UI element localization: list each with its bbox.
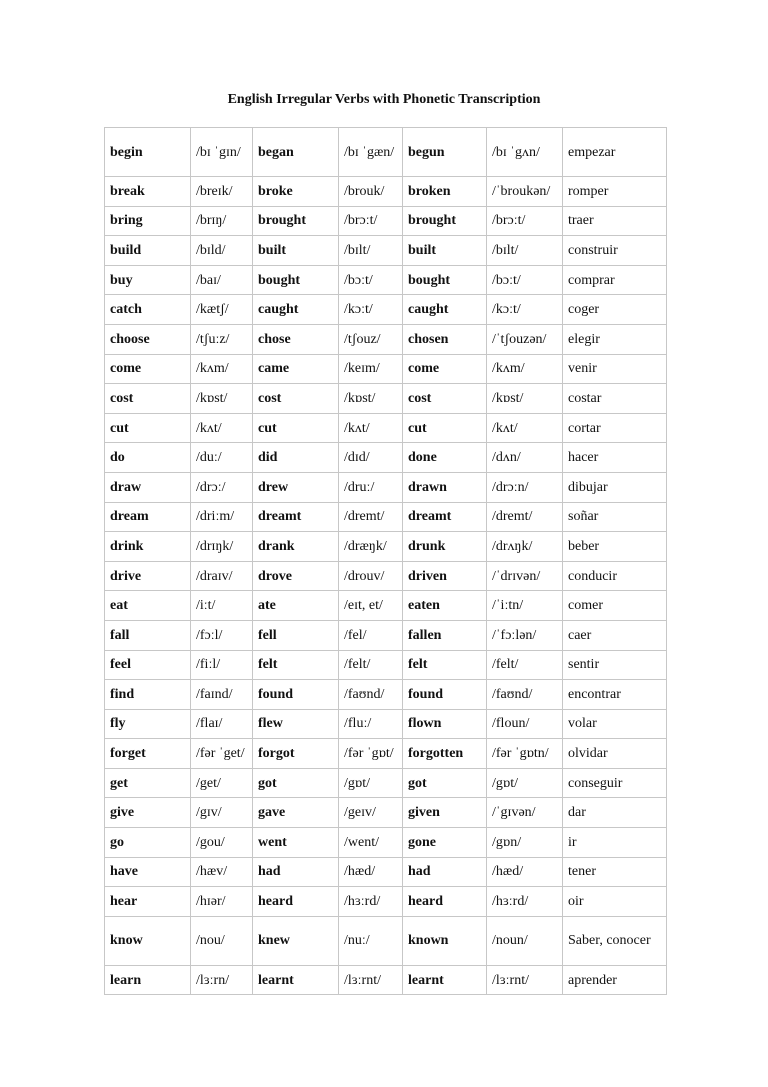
base-phonetic-cell: /drɔː/: [191, 472, 253, 502]
base-form-cell: cut: [105, 413, 191, 443]
base-form-cell: draw: [105, 472, 191, 502]
past-participle-phonetic-cell: /brɔːt/: [487, 206, 563, 236]
spanish-translation-cell: beber: [563, 532, 667, 562]
past-participle-phonetic-cell: /ˈiːtn/: [487, 591, 563, 621]
spanish-translation-cell: cortar: [563, 413, 667, 443]
spanish-translation-cell: hacer: [563, 443, 667, 473]
base-phonetic-cell: /driːm/: [191, 502, 253, 532]
base-phonetic-cell: /tʃuːz/: [191, 324, 253, 354]
base-phonetic-cell: /baɪ/: [191, 265, 253, 295]
past-participle-phonetic-cell: /felt/: [487, 650, 563, 680]
base-phonetic-cell: /fər ˈget/: [191, 739, 253, 769]
past-participle-cell: felt: [403, 650, 487, 680]
past-simple-phonetic-cell: /faʊnd/: [339, 680, 403, 710]
page-title: English Irregular Verbs with Phonetic Transcription: [227, 92, 541, 107]
past-participle-cell: forgotten: [403, 739, 487, 769]
table-row: [105, 532, 667, 562]
base-phonetic-cell: /fɔːl/: [191, 620, 253, 650]
past-simple-cell: began: [253, 128, 339, 177]
past-participle-phonetic-cell: /bɪlt/: [487, 236, 563, 266]
table-row: [105, 128, 667, 177]
past-participle-phonetic-cell: /gɒt/: [487, 768, 563, 798]
past-simple-phonetic-cell: /fər ˈgɒt/: [339, 739, 403, 769]
past-simple-cell: brought: [253, 206, 339, 236]
base-phonetic-cell: /kʌm/: [191, 354, 253, 384]
past-simple-cell: caught: [253, 295, 339, 325]
base-form-cell: come: [105, 354, 191, 384]
past-simple-phonetic-cell: /hæd/: [339, 857, 403, 887]
base-phonetic-cell: /bɪ ˈgɪn/: [191, 128, 253, 177]
past-participle-cell: drunk: [403, 532, 487, 562]
spanish-translation-cell: dibujar: [563, 472, 667, 502]
base-phonetic-cell: /fiːl/: [191, 650, 253, 680]
past-participle-phonetic-cell: /kɒst/: [487, 384, 563, 414]
base-form-cell: cost: [105, 384, 191, 414]
past-participle-cell: had: [403, 857, 487, 887]
base-form-cell: learn: [105, 965, 191, 995]
spanish-translation-cell: venir: [563, 354, 667, 384]
past-simple-cell: went: [253, 828, 339, 858]
past-simple-phonetic-cell: /eɪt, et/: [339, 591, 403, 621]
base-phonetic-cell: /kætʃ/: [191, 295, 253, 325]
past-simple-cell: ate: [253, 591, 339, 621]
table-row: [105, 709, 667, 739]
spanish-translation-cell: construir: [563, 236, 667, 266]
table-row: [105, 857, 667, 887]
past-simple-cell: chose: [253, 324, 339, 354]
past-simple-phonetic-cell: /lɜːrnt/: [339, 965, 403, 995]
past-simple-cell: flew: [253, 709, 339, 739]
base-form-cell: catch: [105, 295, 191, 325]
spanish-translation-cell: comer: [563, 591, 667, 621]
past-simple-phonetic-cell: /kɒst/: [339, 384, 403, 414]
spanish-translation-cell: tener: [563, 857, 667, 887]
table-row: [105, 502, 667, 532]
spanish-translation-cell: ir: [563, 828, 667, 858]
past-simple-phonetic-cell: /druː/: [339, 472, 403, 502]
base-form-cell: fall: [105, 620, 191, 650]
past-simple-phonetic-cell: /brouk/: [339, 177, 403, 207]
past-participle-cell: come: [403, 354, 487, 384]
past-simple-phonetic-cell: /nuː/: [339, 916, 403, 965]
spanish-translation-cell: empezar: [563, 128, 667, 177]
past-simple-phonetic-cell: /kɔːt/: [339, 295, 403, 325]
base-phonetic-cell: /iːt/: [191, 591, 253, 621]
table-row: [105, 965, 667, 995]
base-form-cell: drink: [105, 532, 191, 562]
base-form-cell: bring: [105, 206, 191, 236]
past-simple-cell: forgot: [253, 739, 339, 769]
past-participle-phonetic-cell: /hɜːrd/: [487, 887, 563, 917]
base-phonetic-cell: /draɪv/: [191, 561, 253, 591]
table-row: [105, 472, 667, 502]
past-participle-phonetic-cell: /ˈtʃouzən/: [487, 324, 563, 354]
table-row: [105, 561, 667, 591]
past-participle-cell: caught: [403, 295, 487, 325]
base-phonetic-cell: /duː/: [191, 443, 253, 473]
past-simple-cell: found: [253, 680, 339, 710]
past-simple-cell: dreamt: [253, 502, 339, 532]
base-form-cell: hear: [105, 887, 191, 917]
spanish-translation-cell: sentir: [563, 650, 667, 680]
base-phonetic-cell: /brɪŋ/: [191, 206, 253, 236]
table-row: [105, 916, 667, 965]
past-simple-phonetic-cell: /keɪm/: [339, 354, 403, 384]
base-phonetic-cell: /bɪld/: [191, 236, 253, 266]
past-participle-phonetic-cell: /fər ˈgɒtn/: [487, 739, 563, 769]
past-participle-phonetic-cell: /kʌm/: [487, 354, 563, 384]
base-form-cell: choose: [105, 324, 191, 354]
past-participle-cell: found: [403, 680, 487, 710]
past-simple-phonetic-cell: /brɔːt/: [339, 206, 403, 236]
table-row: [105, 591, 667, 621]
past-simple-phonetic-cell: /dremt/: [339, 502, 403, 532]
spanish-translation-cell: traer: [563, 206, 667, 236]
past-participle-cell: gone: [403, 828, 487, 858]
past-participle-phonetic-cell: /dremt/: [487, 502, 563, 532]
past-simple-cell: got: [253, 768, 339, 798]
base-form-cell: buy: [105, 265, 191, 295]
past-simple-phonetic-cell: /tʃouz/: [339, 324, 403, 354]
past-simple-cell: learnt: [253, 965, 339, 995]
base-form-cell: break: [105, 177, 191, 207]
past-participle-cell: begun: [403, 128, 487, 177]
table-row: [105, 650, 667, 680]
past-simple-cell: heard: [253, 887, 339, 917]
base-form-cell: build: [105, 236, 191, 266]
table-row: [105, 413, 667, 443]
spanish-translation-cell: olvidar: [563, 739, 667, 769]
past-simple-phonetic-cell: /bɪ ˈgæn/: [339, 128, 403, 177]
spanish-translation-cell: encontrar: [563, 680, 667, 710]
past-participle-phonetic-cell: /ˈfɔːlən/: [487, 620, 563, 650]
past-simple-cell: broke: [253, 177, 339, 207]
past-simple-cell: came: [253, 354, 339, 384]
spanish-translation-cell: volar: [563, 709, 667, 739]
past-participle-cell: cost: [403, 384, 487, 414]
past-participle-phonetic-cell: /kʌt/: [487, 413, 563, 443]
past-simple-phonetic-cell: /fel/: [339, 620, 403, 650]
base-form-cell: get: [105, 768, 191, 798]
base-form-cell: have: [105, 857, 191, 887]
past-participle-phonetic-cell: /gɒn/: [487, 828, 563, 858]
past-participle-cell: fallen: [403, 620, 487, 650]
past-simple-phonetic-cell: /went/: [339, 828, 403, 858]
spanish-translation-cell: caer: [563, 620, 667, 650]
spanish-translation-cell: elegir: [563, 324, 667, 354]
spanish-translation-cell: aprender: [563, 965, 667, 995]
base-form-cell: drive: [105, 561, 191, 591]
past-participle-phonetic-cell: /lɜːrnt/: [487, 965, 563, 995]
base-phonetic-cell: /faɪnd/: [191, 680, 253, 710]
past-participle-cell: bought: [403, 265, 487, 295]
past-participle-phonetic-cell: /faʊnd/: [487, 680, 563, 710]
past-simple-phonetic-cell: /hɜːrd/: [339, 887, 403, 917]
base-phonetic-cell: /drɪŋk/: [191, 532, 253, 562]
past-simple-cell: fell: [253, 620, 339, 650]
past-participle-phonetic-cell: /dʌn/: [487, 443, 563, 473]
base-phonetic-cell: /flaɪ/: [191, 709, 253, 739]
table-row: [105, 265, 667, 295]
past-simple-phonetic-cell: /bɔːt/: [339, 265, 403, 295]
spanish-translation-cell: comprar: [563, 265, 667, 295]
past-participle-cell: learnt: [403, 965, 487, 995]
base-phonetic-cell: /nou/: [191, 916, 253, 965]
verbs-table-body: [105, 128, 667, 995]
spanish-translation-cell: soñar: [563, 502, 667, 532]
past-simple-phonetic-cell: /drouv/: [339, 561, 403, 591]
base-phonetic-cell: /kɒst/: [191, 384, 253, 414]
past-participle-cell: driven: [403, 561, 487, 591]
table-row: [105, 206, 667, 236]
base-form-cell: dream: [105, 502, 191, 532]
past-participle-cell: got: [403, 768, 487, 798]
base-form-cell: do: [105, 443, 191, 473]
table-row: [105, 739, 667, 769]
base-form-cell: begin: [105, 128, 191, 177]
past-simple-cell: gave: [253, 798, 339, 828]
base-form-cell: eat: [105, 591, 191, 621]
past-simple-cell: drank: [253, 532, 339, 562]
spanish-translation-cell: Saber, conocer: [563, 916, 667, 965]
table-row: [105, 354, 667, 384]
table-row: [105, 798, 667, 828]
past-simple-phonetic-cell: /geɪv/: [339, 798, 403, 828]
spanish-translation-cell: conducir: [563, 561, 667, 591]
table-row: [105, 295, 667, 325]
past-participle-cell: eaten: [403, 591, 487, 621]
past-participle-cell: broken: [403, 177, 487, 207]
past-simple-phonetic-cell: /fluː/: [339, 709, 403, 739]
past-participle-cell: given: [403, 798, 487, 828]
table-row: [105, 887, 667, 917]
base-phonetic-cell: /kʌt/: [191, 413, 253, 443]
past-simple-phonetic-cell: /dɪd/: [339, 443, 403, 473]
base-form-cell: give: [105, 798, 191, 828]
table-row: [105, 620, 667, 650]
base-form-cell: fly: [105, 709, 191, 739]
past-simple-cell: bought: [253, 265, 339, 295]
spanish-translation-cell: conseguir: [563, 768, 667, 798]
past-simple-phonetic-cell: /dræŋk/: [339, 532, 403, 562]
past-simple-cell: cost: [253, 384, 339, 414]
base-phonetic-cell: /hæv/: [191, 857, 253, 887]
past-simple-cell: cut: [253, 413, 339, 443]
past-participle-phonetic-cell: /ˈbroukən/: [487, 177, 563, 207]
base-phonetic-cell: /hɪər/: [191, 887, 253, 917]
table-row: [105, 680, 667, 710]
past-participle-phonetic-cell: /drʌŋk/: [487, 532, 563, 562]
past-participle-phonetic-cell: /ˈgɪvən/: [487, 798, 563, 828]
base-phonetic-cell: /breɪk/: [191, 177, 253, 207]
base-form-cell: go: [105, 828, 191, 858]
base-phonetic-cell: /get/: [191, 768, 253, 798]
past-participle-phonetic-cell: /bɔːt/: [487, 265, 563, 295]
base-form-cell: forget: [105, 739, 191, 769]
spanish-translation-cell: romper: [563, 177, 667, 207]
table-row: [105, 828, 667, 858]
base-phonetic-cell: /lɜːrn/: [191, 965, 253, 995]
past-participle-cell: heard: [403, 887, 487, 917]
base-phonetic-cell: /gɪv/: [191, 798, 253, 828]
base-form-cell: feel: [105, 650, 191, 680]
past-simple-cell: felt: [253, 650, 339, 680]
past-participle-phonetic-cell: /noun/: [487, 916, 563, 965]
past-simple-cell: knew: [253, 916, 339, 965]
spanish-translation-cell: coger: [563, 295, 667, 325]
past-participle-phonetic-cell: /floun/: [487, 709, 563, 739]
past-participle-cell: drawn: [403, 472, 487, 502]
past-participle-phonetic-cell: /drɔːn/: [487, 472, 563, 502]
past-simple-cell: built: [253, 236, 339, 266]
past-participle-phonetic-cell: /kɔːt/: [487, 295, 563, 325]
past-participle-cell: dreamt: [403, 502, 487, 532]
spanish-translation-cell: dar: [563, 798, 667, 828]
past-simple-cell: drew: [253, 472, 339, 502]
base-phonetic-cell: /gou/: [191, 828, 253, 858]
table-row: [105, 177, 667, 207]
spanish-translation-cell: oir: [563, 887, 667, 917]
past-participle-cell: known: [403, 916, 487, 965]
spanish-translation-cell: costar: [563, 384, 667, 414]
past-participle-cell: brought: [403, 206, 487, 236]
table-row: [105, 236, 667, 266]
base-form-cell: find: [105, 680, 191, 710]
table-row: [105, 768, 667, 798]
table-row: [105, 384, 667, 414]
past-participle-phonetic-cell: /bɪ ˈgʌn/: [487, 128, 563, 177]
past-simple-phonetic-cell: /gɒt/: [339, 768, 403, 798]
past-participle-cell: built: [403, 236, 487, 266]
past-participle-cell: flown: [403, 709, 487, 739]
past-participle-phonetic-cell: /hæd/: [487, 857, 563, 887]
past-simple-phonetic-cell: /felt/: [339, 650, 403, 680]
past-simple-cell: did: [253, 443, 339, 473]
past-participle-cell: chosen: [403, 324, 487, 354]
table-row: [105, 324, 667, 354]
table-row: [105, 443, 667, 473]
past-simple-cell: had: [253, 857, 339, 887]
past-participle-cell: cut: [403, 413, 487, 443]
past-simple-phonetic-cell: /kʌt/: [339, 413, 403, 443]
past-simple-phonetic-cell: /bɪlt/: [339, 236, 403, 266]
base-form-cell: know: [105, 916, 191, 965]
past-participle-phonetic-cell: /ˈdrɪvən/: [487, 561, 563, 591]
past-participle-cell: done: [403, 443, 487, 473]
past-simple-cell: drove: [253, 561, 339, 591]
verbs-table: [104, 127, 667, 995]
